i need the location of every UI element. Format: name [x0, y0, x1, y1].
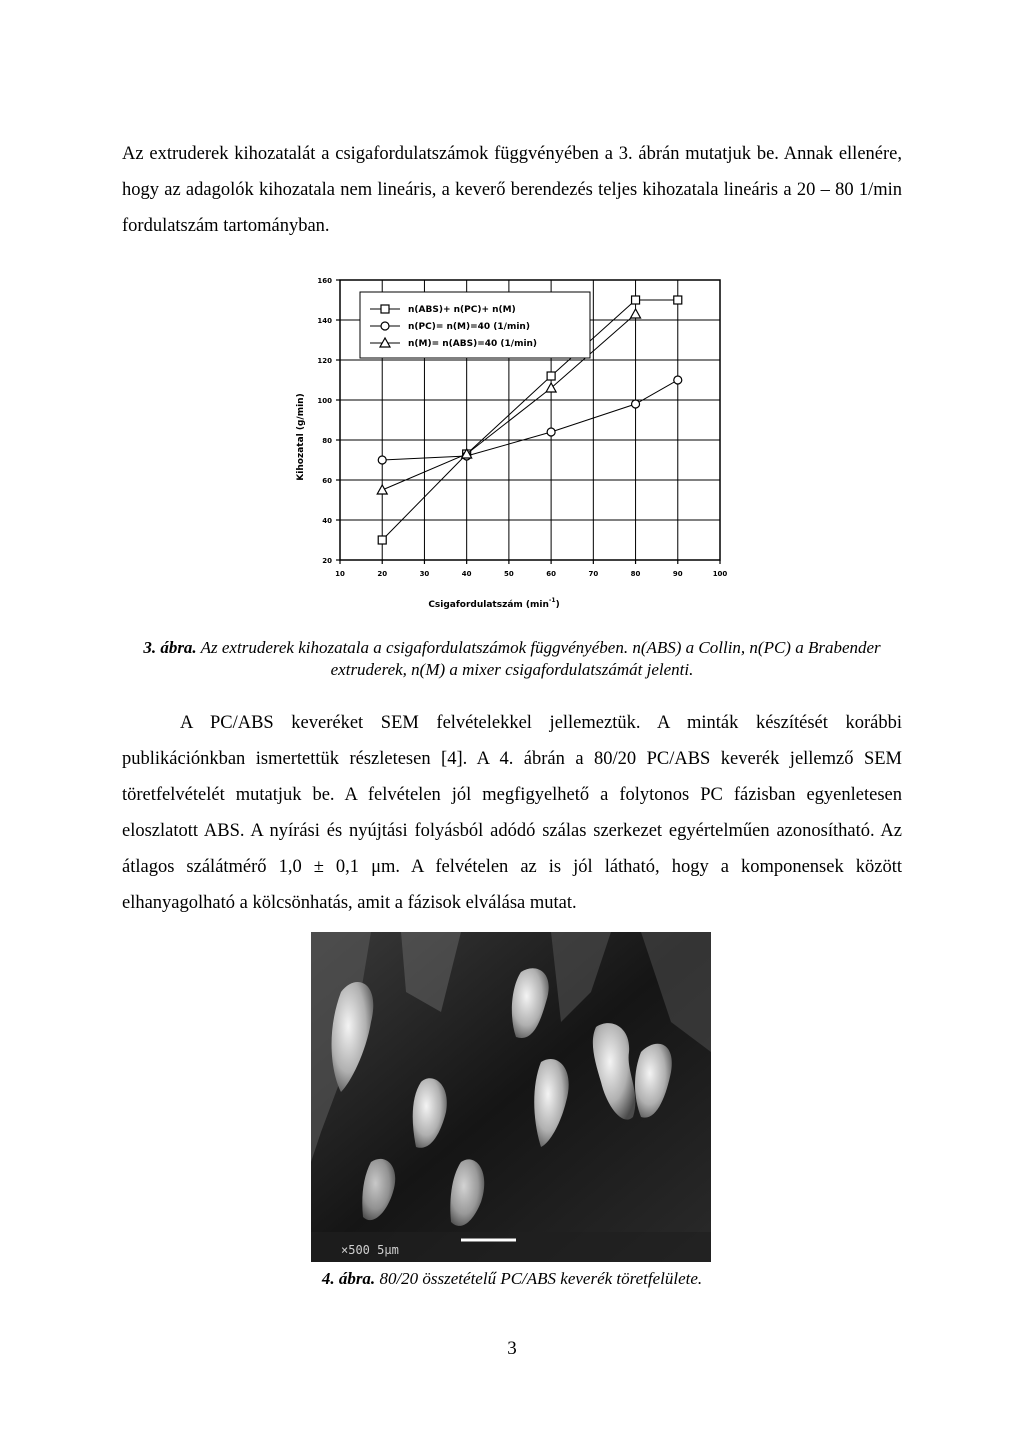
- legend-marker-1: [381, 305, 389, 313]
- y-tick-label: 120: [317, 357, 332, 365]
- figure-3-caption-label: 3. ábra.: [143, 638, 197, 657]
- x-tick-label: 10: [335, 570, 345, 578]
- output-vs-screw-speed-chart: [270, 265, 730, 625]
- y-tick-label: 140: [317, 317, 332, 325]
- series-2-point: [547, 428, 555, 436]
- x-tick-label: 100: [712, 570, 728, 578]
- x-tick-label: 80: [630, 570, 641, 578]
- x-tick-label: 40: [461, 570, 472, 578]
- x-axis-label-close: ): [555, 600, 560, 610]
- sem-micrograph: [311, 932, 711, 1262]
- series-1-point: [547, 372, 555, 380]
- legend-label-1: n(ABS)+ n(PC)+ n(M): [408, 305, 516, 315]
- y-tick-label: 20: [322, 557, 332, 565]
- x-tick-label: 20: [377, 570, 388, 578]
- figure-4-caption: [140, 1268, 884, 1290]
- series-2-line: [382, 380, 678, 460]
- x-tick-label: 30: [419, 570, 430, 578]
- paragraph-2: [122, 705, 902, 921]
- legend-label-3: n(M)= n(ABS)=40 (1/min): [408, 339, 538, 349]
- y-tick-label: 40: [322, 517, 332, 525]
- paragraph-2-text: A PC/ABS keveréket SEM felvételekkel jellemeztük. A minták készítését korábbi publikációnkban ismertettük részletesen [4]. A 4. ábrán a 80/20 PC/ABS keverék jellemző SEM töretfelvételét mutatjuk be. A felvételen jól megfigyelhető a folytonos PC fázisban egyenletesen eloszlatott ABS. A nyírási és nyújtási folyásból adódó szálas szerkezet egyértelműen azonosítható. Az átlagos szálátmérő 1,0 ± 0,1 μm. A felvételen az is jól látható, hogy a komponensek között elhanyagolható a kölcsönhatás, amit a fázisok elválása mutat.: [122, 713, 902, 913]
- series-1-point: [674, 296, 682, 304]
- series-2-point: [632, 400, 640, 408]
- x-axis-label-text: Csigafordulatszám (min: [428, 600, 549, 610]
- paragraph-1-text: Az extruderek kihozatalát a csigafordulatszámok függvényében a 3. ábrán mutatjuk be. Annak ellenére, hogy az adagolók kihozatala nem lineáris, a keverő berendezés teljes kihozatala lineáris a 20 – 80 1/min fordulatszám tartományban.: [122, 144, 902, 236]
- legend-marker-2: [381, 322, 389, 330]
- x-axis-label: [428, 597, 559, 610]
- figure-3-caption: [140, 637, 884, 681]
- y-tick-label: 100: [317, 397, 332, 405]
- paragraph-1: [122, 136, 902, 244]
- series-3-point: [631, 309, 641, 318]
- x-tick-label: 90: [672, 570, 683, 578]
- x-axis-label-superscript: -1: [548, 597, 556, 604]
- sem-scale-label: ×500 5μm: [341, 1243, 399, 1257]
- y-tick-label: 80: [322, 437, 332, 445]
- figure-4-caption-label: 4. ábra.: [321, 1269, 376, 1288]
- series-2-point: [378, 456, 386, 464]
- x-tick-label: 70: [588, 570, 599, 578]
- figure-4-caption-text: 80/20 összetételű PC/ABS keverék töretfelülete.: [379, 1269, 703, 1288]
- series-1-point: [632, 296, 640, 304]
- chart-legend: [360, 292, 590, 358]
- series-2-point: [674, 376, 682, 384]
- x-tick-label: 50: [504, 570, 514, 578]
- series-1-point: [378, 536, 386, 544]
- y-axis-label: Kihozatal (g/min): [296, 393, 306, 481]
- x-tick-label: 60: [546, 570, 556, 578]
- page-number: 3: [507, 1338, 517, 1359]
- figure-3-caption-text: Az extruderek kihozatala a csigafordulatszámok függvényében. n(ABS) a Collin, n(PC) a Brabender extruderek, n(M) a mixer csigafordulatszámát jelenti.: [200, 638, 881, 679]
- legend-label-2: n(PC)= n(M)=40 (1/min): [408, 322, 530, 332]
- y-tick-label: 60: [322, 477, 332, 485]
- series-3-point: [377, 485, 387, 494]
- y-tick-label: 160: [317, 277, 332, 285]
- sem-micrograph-image: [311, 932, 711, 1262]
